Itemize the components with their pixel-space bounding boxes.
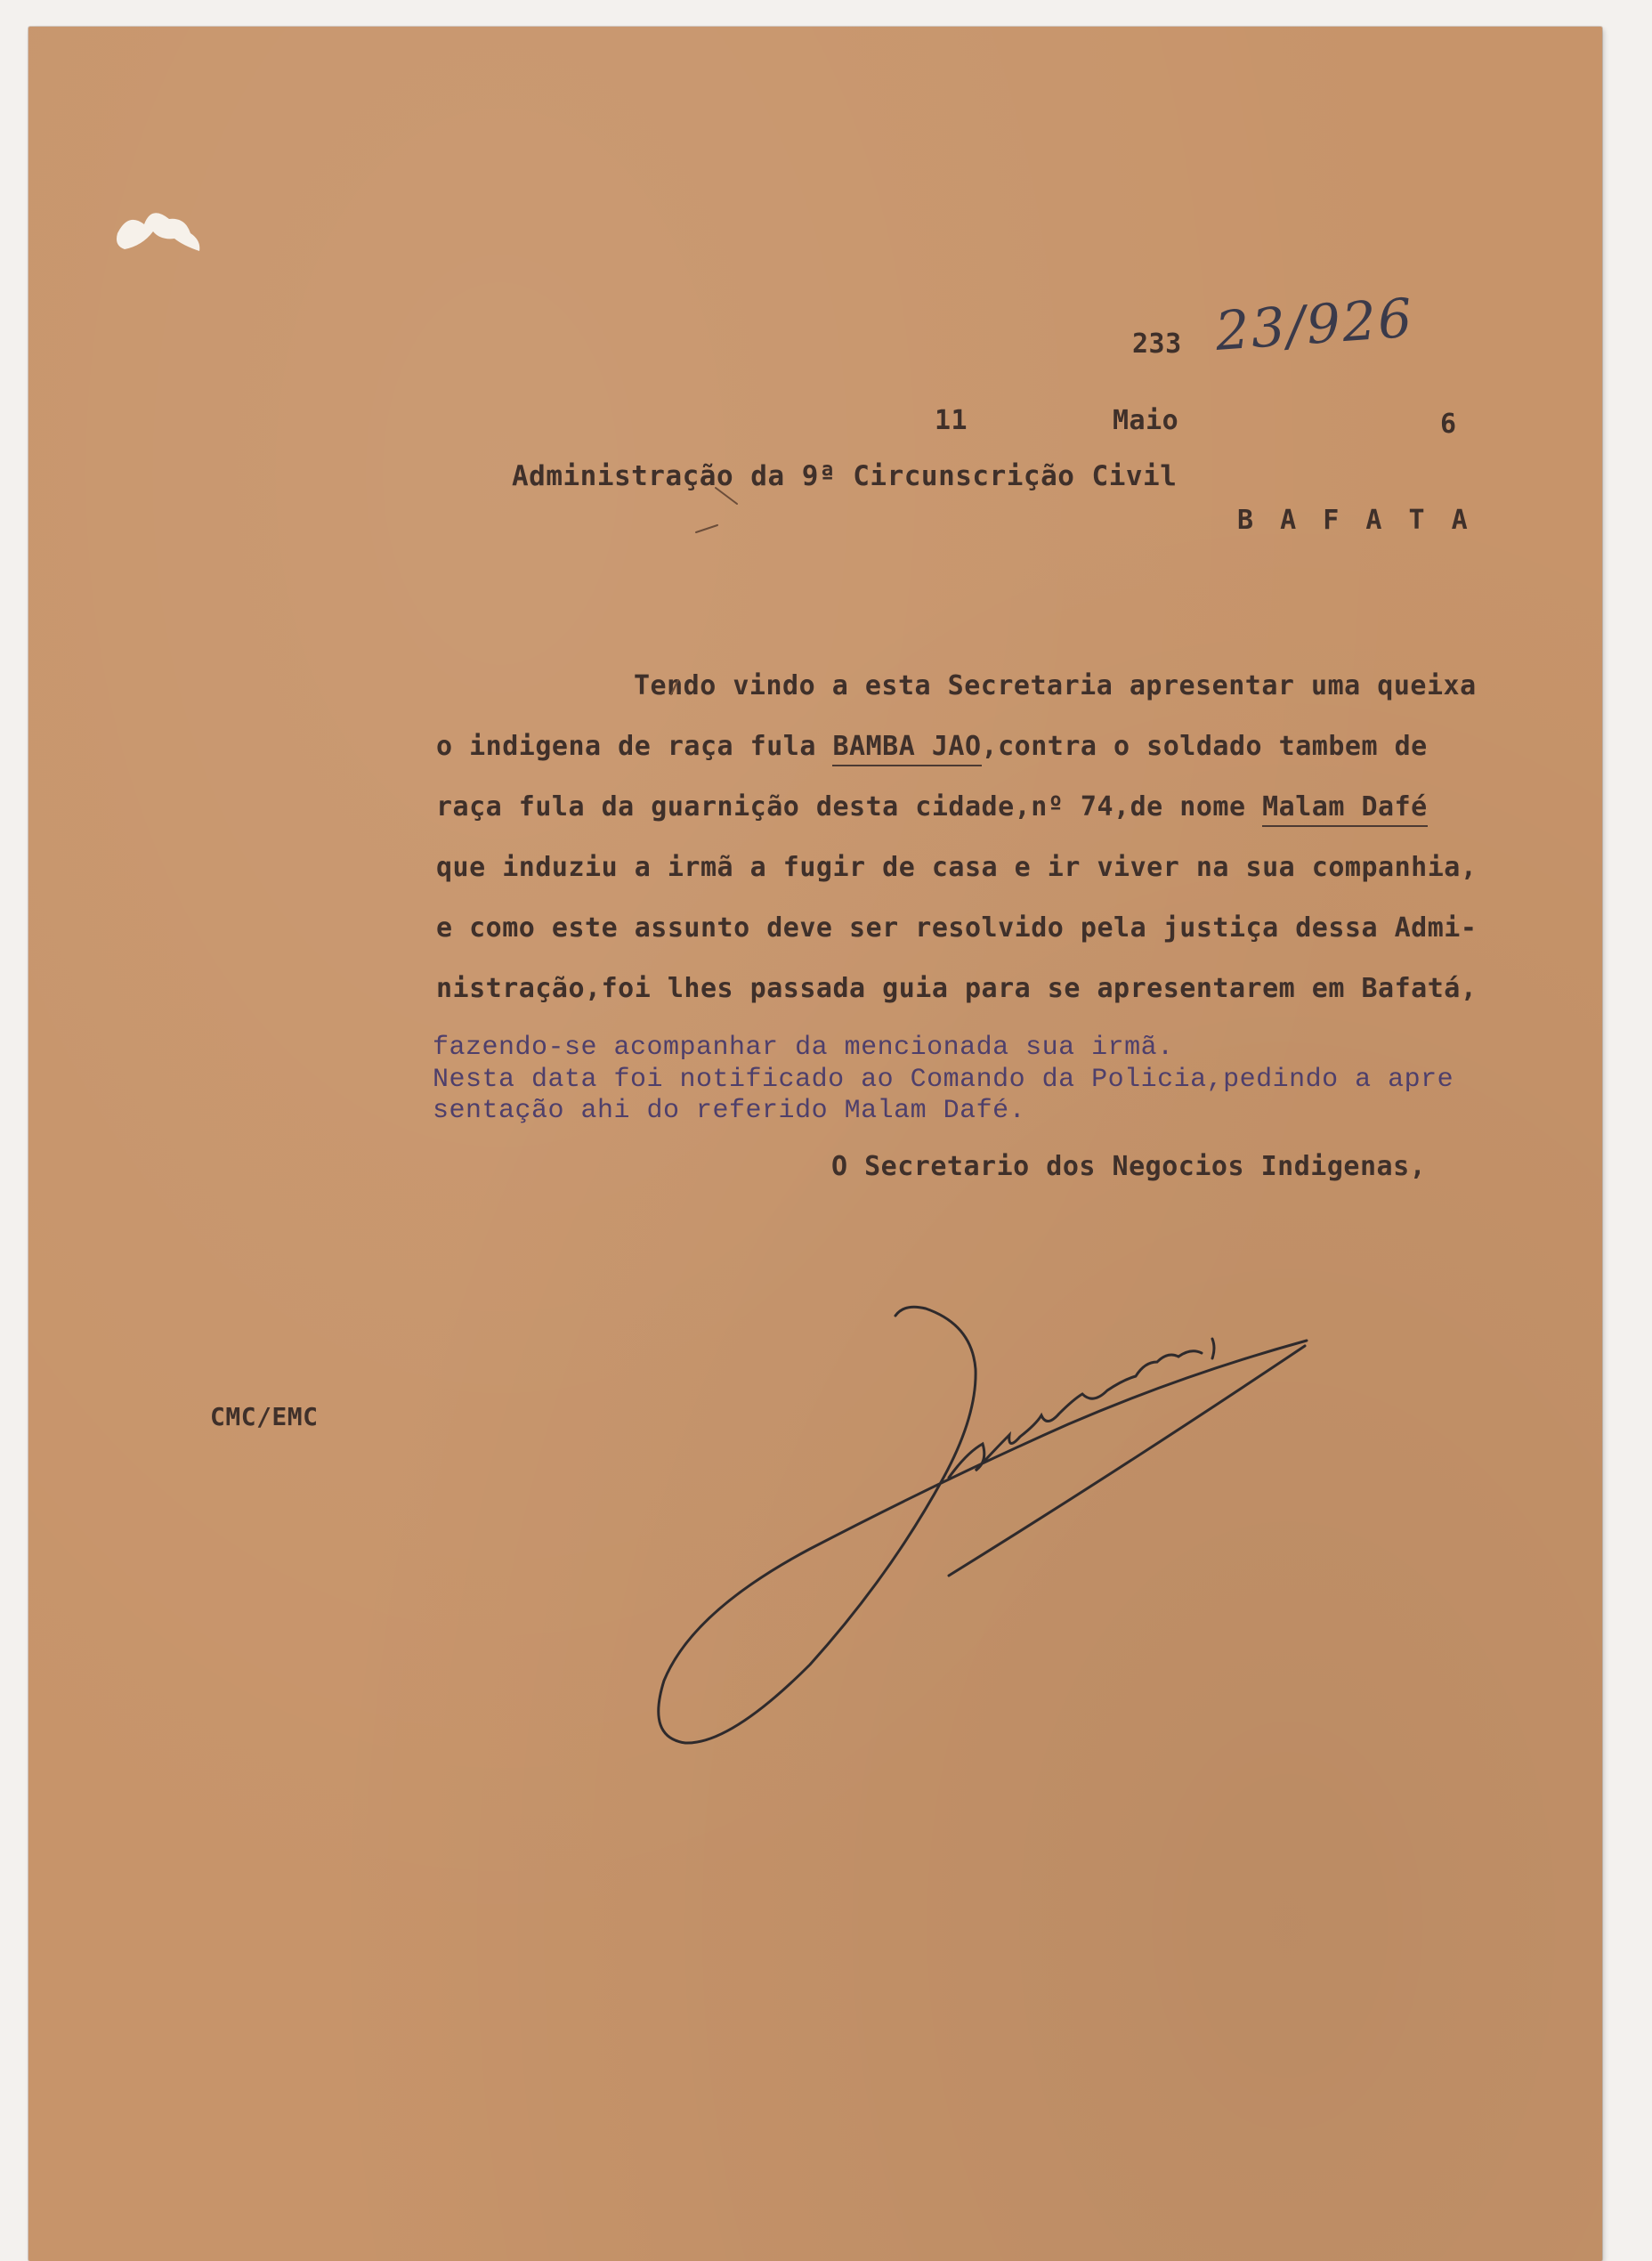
body-text: nistração,foi lhes passada guia para se apresentarem em Bafatá, (436, 973, 1478, 1004)
body-text: raça fula da guarnição desta cidade,nº 74,de nome (436, 791, 1263, 823)
sender-office: Administração da 9ª Circunscrição Civil (512, 460, 1178, 492)
handwritten-reference: 23/926 (1213, 287, 1416, 363)
body-text: e como este assunto deve ser resolvido pela justiça dessa Admi- (436, 912, 1478, 944)
reference-number: 233 (1132, 328, 1182, 360)
body-text: que induziu a irmã a fugir de casa e ir viver na sua companhia, (436, 852, 1478, 883)
purple-line: sentação ahi do referido Malam Dafé. (433, 1096, 1026, 1126)
typist-initials: CMC/EMC (210, 1402, 319, 1431)
destination: B A F A T A (1237, 505, 1473, 536)
purple-line: fazendo-se acompanhar da mencionada sua irmã. (433, 1033, 1174, 1063)
signature (659, 1307, 1307, 1743)
purple-line: Nesta data foi notificado ao Comando da Policia,pedindo a apre (433, 1065, 1454, 1095)
date-year-digit: 6 (1440, 409, 1457, 440)
body-text: ,contra o soldado tambem de (981, 731, 1428, 762)
body-text: Tendo vindo a esta Secretaria apresentar uma queixa (634, 670, 1477, 701)
body-text: o indigena de raça fula (436, 731, 833, 762)
date-day: 11 (935, 405, 968, 436)
paper-damage-mark (117, 213, 199, 251)
closing-title: O Secretario dos Negocios Indigenas, (831, 1151, 1427, 1182)
underlined-name: BAMBA JAO (832, 731, 981, 766)
underlined-name: Malam Dafé (1262, 791, 1428, 827)
pencil-marks (671, 488, 737, 694)
date-month: Maio (1113, 405, 1179, 436)
